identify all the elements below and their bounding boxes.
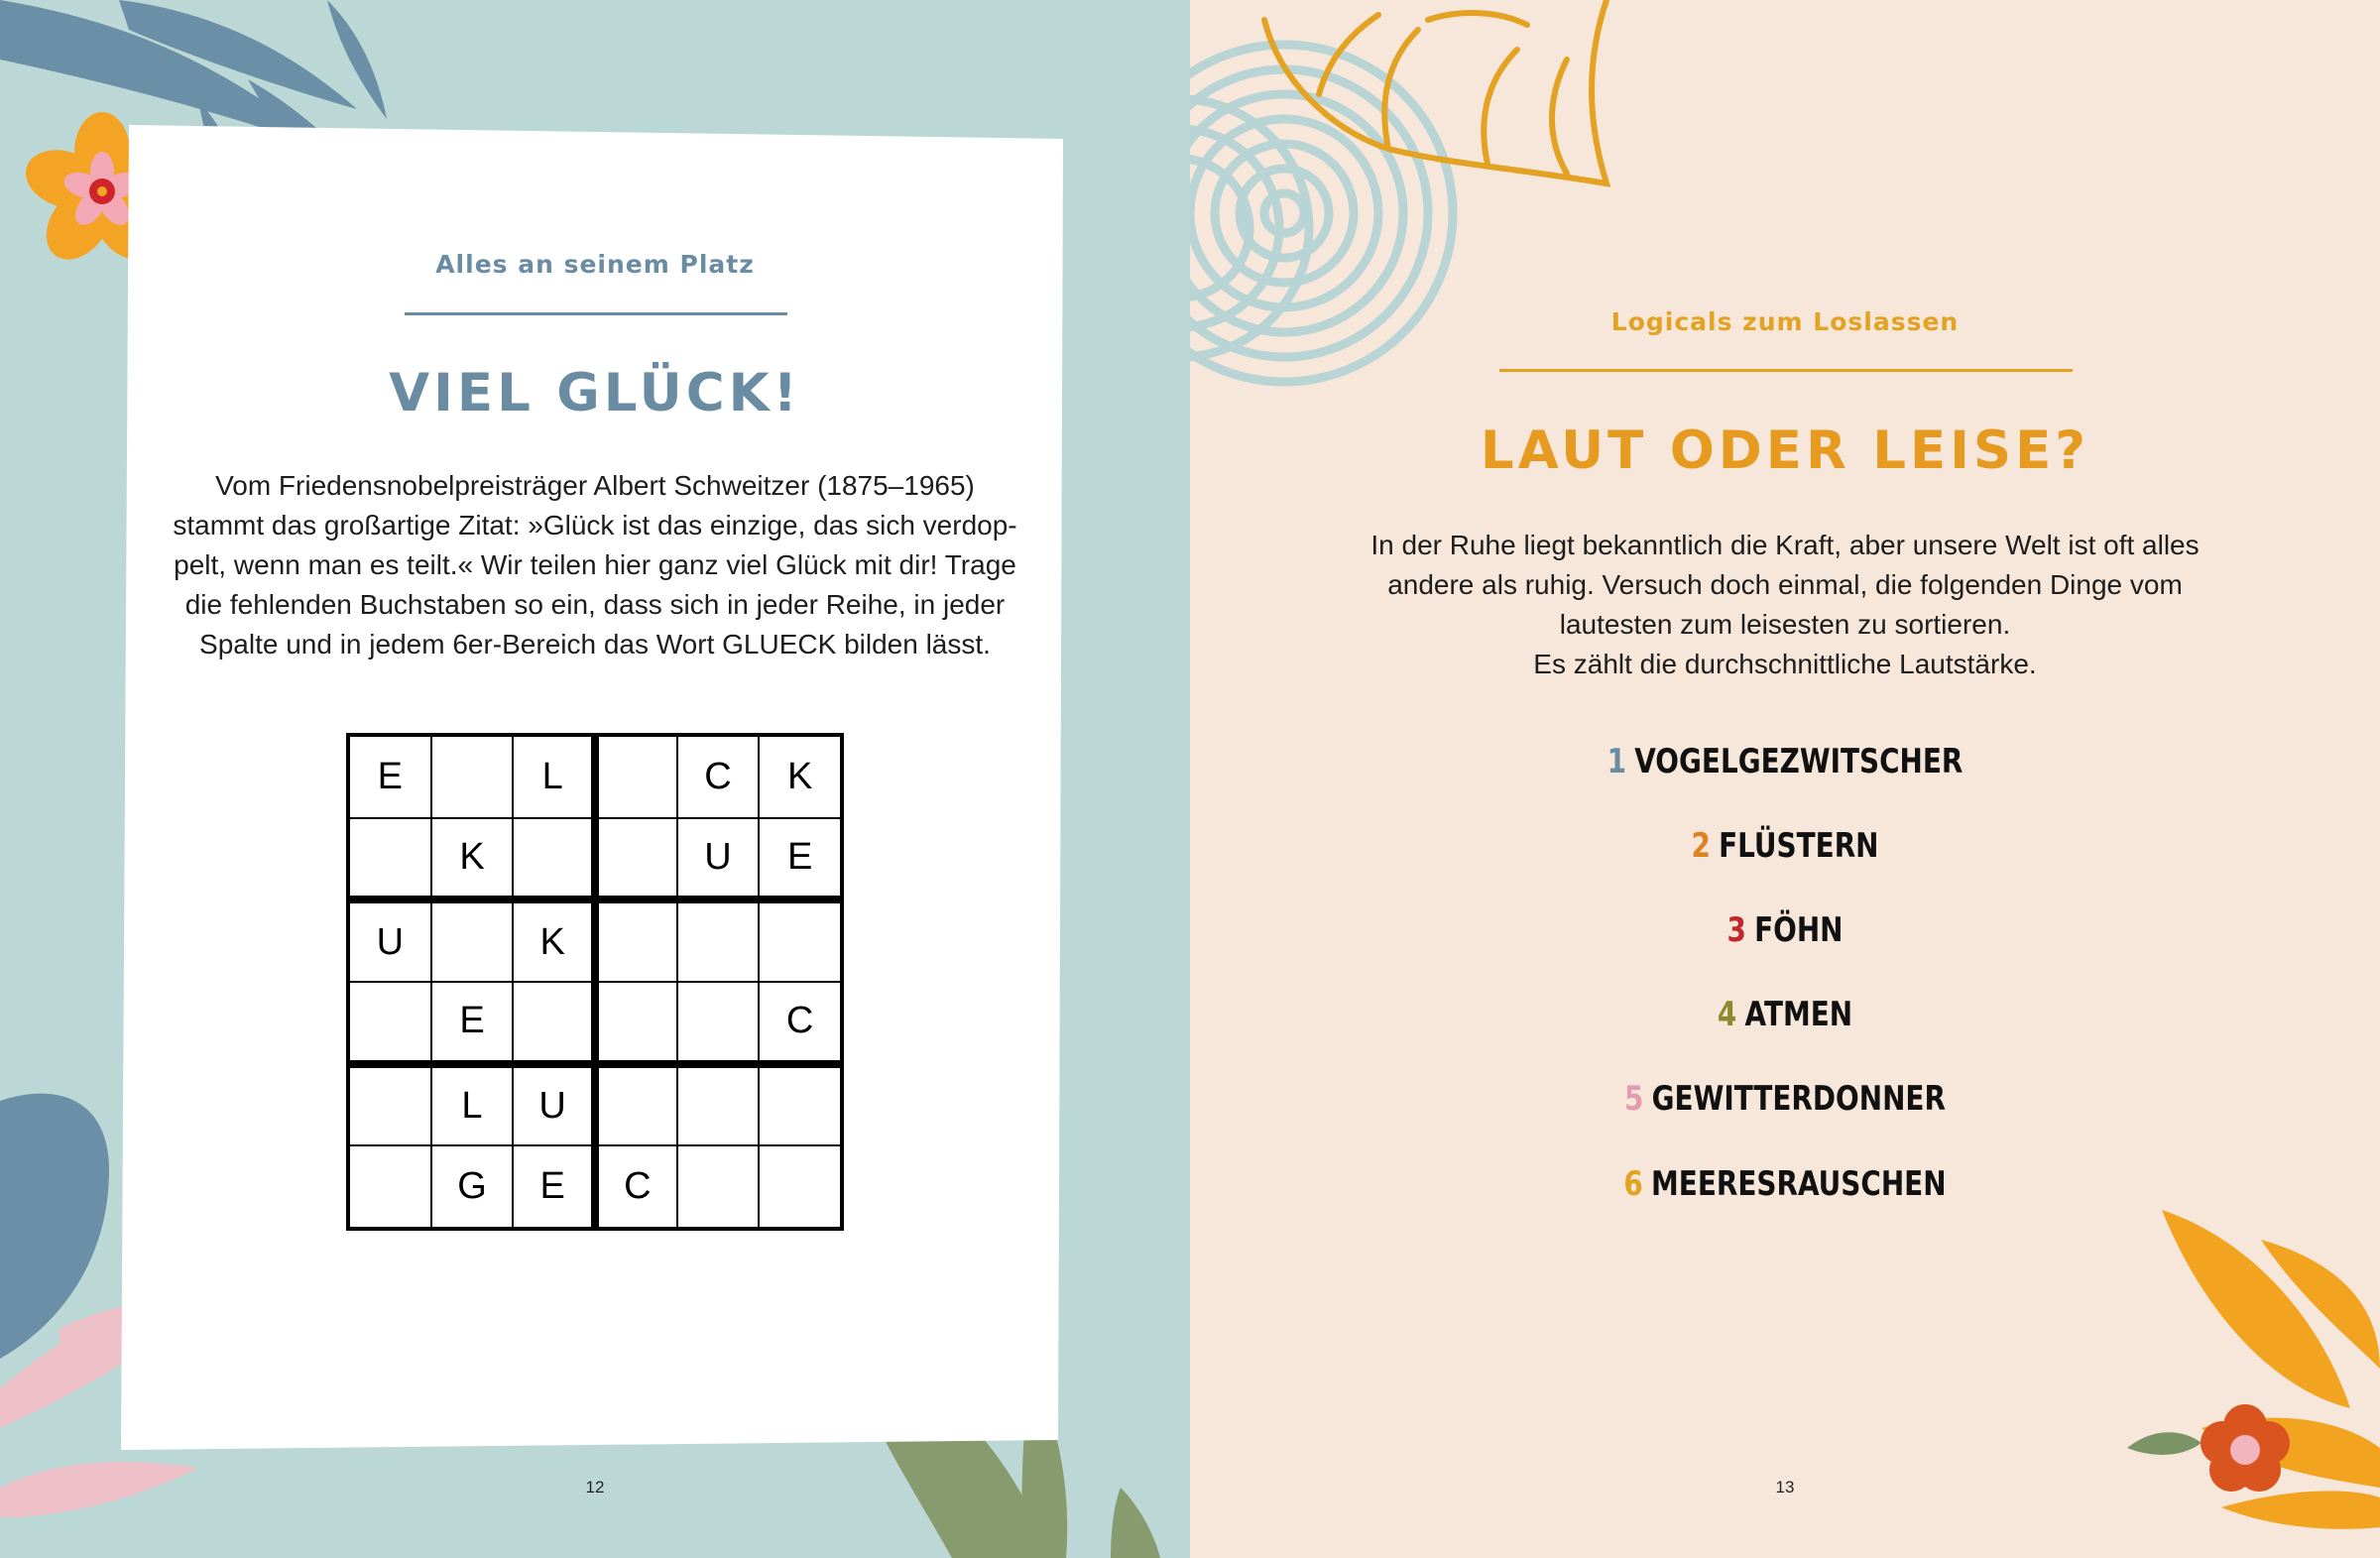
grid-cell[interactable]: L bbox=[431, 1064, 514, 1146]
paragraph-line: Es zählt die durchschnittliche Lautstärke. bbox=[1533, 649, 2037, 679]
grid-cell[interactable] bbox=[677, 982, 760, 1064]
item-label: ATMEN bbox=[1744, 995, 1853, 1034]
grid-cell[interactable] bbox=[677, 899, 760, 982]
grid-cell[interactable] bbox=[595, 982, 677, 1064]
item-label: MEERESRAUSCHEN bbox=[1651, 1164, 1947, 1204]
page-title: LAUT ODER LEISE? bbox=[1480, 420, 2090, 481]
item-number: 3 bbox=[1726, 910, 1746, 950]
grid-cell[interactable]: E bbox=[349, 736, 431, 818]
grid-cell[interactable]: K bbox=[759, 736, 841, 818]
item-label: GEWITTERDONNER bbox=[1651, 1079, 1946, 1119]
grid-cell[interactable]: C bbox=[595, 1145, 677, 1228]
intro-paragraph bbox=[149, 466, 1041, 664]
grid-cell[interactable] bbox=[595, 736, 677, 818]
kicker-divider bbox=[405, 312, 787, 315]
grid-cell[interactable] bbox=[431, 736, 514, 818]
grid-cell[interactable]: L bbox=[513, 736, 595, 818]
item-number: 6 bbox=[1623, 1164, 1643, 1204]
item-number: 1 bbox=[1606, 742, 1627, 781]
paragraph-line: die fehlenden Buchstaben so ein, dass sich in jeder Reihe, in jeder bbox=[184, 589, 1006, 620]
paragraph-line: Spalte und in jedem 6er-Bereich das Wort GLUECK bilden lässt. bbox=[199, 629, 991, 659]
page-number: 13 bbox=[1775, 1478, 1795, 1497]
grid-cell[interactable] bbox=[349, 818, 431, 900]
grid-cell[interactable] bbox=[513, 982, 595, 1064]
grid-cell[interactable]: K bbox=[431, 818, 514, 900]
grid-cell[interactable] bbox=[431, 899, 514, 982]
grid-cell[interactable]: C bbox=[759, 982, 841, 1064]
flower-icon bbox=[2201, 1404, 2290, 1492]
grid-cell[interactable]: C bbox=[677, 736, 760, 818]
section-kicker: Logicals zum Loslassen bbox=[1610, 307, 1960, 336]
grid-cell[interactable]: U bbox=[513, 1064, 595, 1146]
grid-cell[interactable]: K bbox=[513, 899, 595, 982]
paragraph-line: stammt das großartige Zitat: »Glück ist das einzige, das sich verdop- bbox=[173, 510, 1017, 540]
paragraph-line: In der Ruhe liegt bekanntlich die Kraft, aber unsere Welt ist oft alles bbox=[1370, 530, 2200, 560]
grid-cell[interactable] bbox=[677, 1064, 760, 1146]
paragraph-line: andere als ruhig. Versuch doch einmal, die folgenden Dinge vom bbox=[1387, 569, 2183, 600]
grid-cell[interactable] bbox=[759, 899, 841, 982]
item-label: VOGELGEZWITSCHER bbox=[1634, 742, 1964, 781]
item-number: 2 bbox=[1691, 826, 1711, 866]
list-item bbox=[1541, 742, 2029, 781]
grid-cell[interactable]: U bbox=[677, 818, 760, 900]
grid-cell[interactable] bbox=[595, 818, 677, 900]
list-item bbox=[1541, 1079, 2029, 1119]
grid-cell[interactable] bbox=[595, 1064, 677, 1146]
section-kicker: Alles an seinem Platz bbox=[435, 250, 755, 279]
grid-cell[interactable]: U bbox=[349, 899, 431, 982]
item-number: 4 bbox=[1717, 995, 1737, 1034]
list-item bbox=[1541, 1164, 2029, 1204]
page-number: 12 bbox=[585, 1478, 605, 1497]
paragraph-line: lautesten zum leisesten zu sortieren. bbox=[1559, 609, 2011, 640]
kicker-divider bbox=[1499, 369, 2073, 372]
intro-paragraph bbox=[1339, 526, 2231, 684]
grid-cell[interactable] bbox=[513, 818, 595, 900]
page-title: VIEL GLÜCK! bbox=[389, 363, 801, 423]
grid-cell[interactable] bbox=[759, 1064, 841, 1146]
grid-cell[interactable] bbox=[595, 899, 677, 982]
grid-cell[interactable] bbox=[349, 1064, 431, 1146]
grid-cell[interactable] bbox=[759, 1145, 841, 1228]
item-label: FÖHN bbox=[1754, 910, 1844, 950]
grid-cell[interactable] bbox=[349, 982, 431, 1064]
right-page bbox=[1190, 0, 2380, 1558]
grid-cell[interactable] bbox=[349, 1145, 431, 1228]
grid-cell[interactable]: E bbox=[513, 1145, 595, 1228]
list-item bbox=[1541, 995, 2029, 1034]
paragraph-line: Vom Friedensnobelpreisträger Albert Schweitzer (1875–1965) bbox=[215, 470, 975, 501]
item-number: 5 bbox=[1624, 1079, 1644, 1119]
grid-cell[interactable]: G bbox=[431, 1145, 514, 1228]
list-item bbox=[1541, 826, 2029, 866]
glueck-sudoku-grid bbox=[346, 733, 844, 1231]
grid-cell[interactable] bbox=[677, 1145, 760, 1228]
list-item bbox=[1541, 910, 2029, 950]
item-label: FLÜSTERN bbox=[1719, 826, 1879, 866]
paragraph-line: pelt, wenn man es teilt.« Wir teilen hier ganz viel Glück mit dir! Trage bbox=[174, 549, 1016, 580]
grid-cell[interactable]: E bbox=[759, 818, 841, 900]
green-leaf-icon bbox=[2127, 1432, 2202, 1455]
grid-cell[interactable]: E bbox=[431, 982, 514, 1064]
